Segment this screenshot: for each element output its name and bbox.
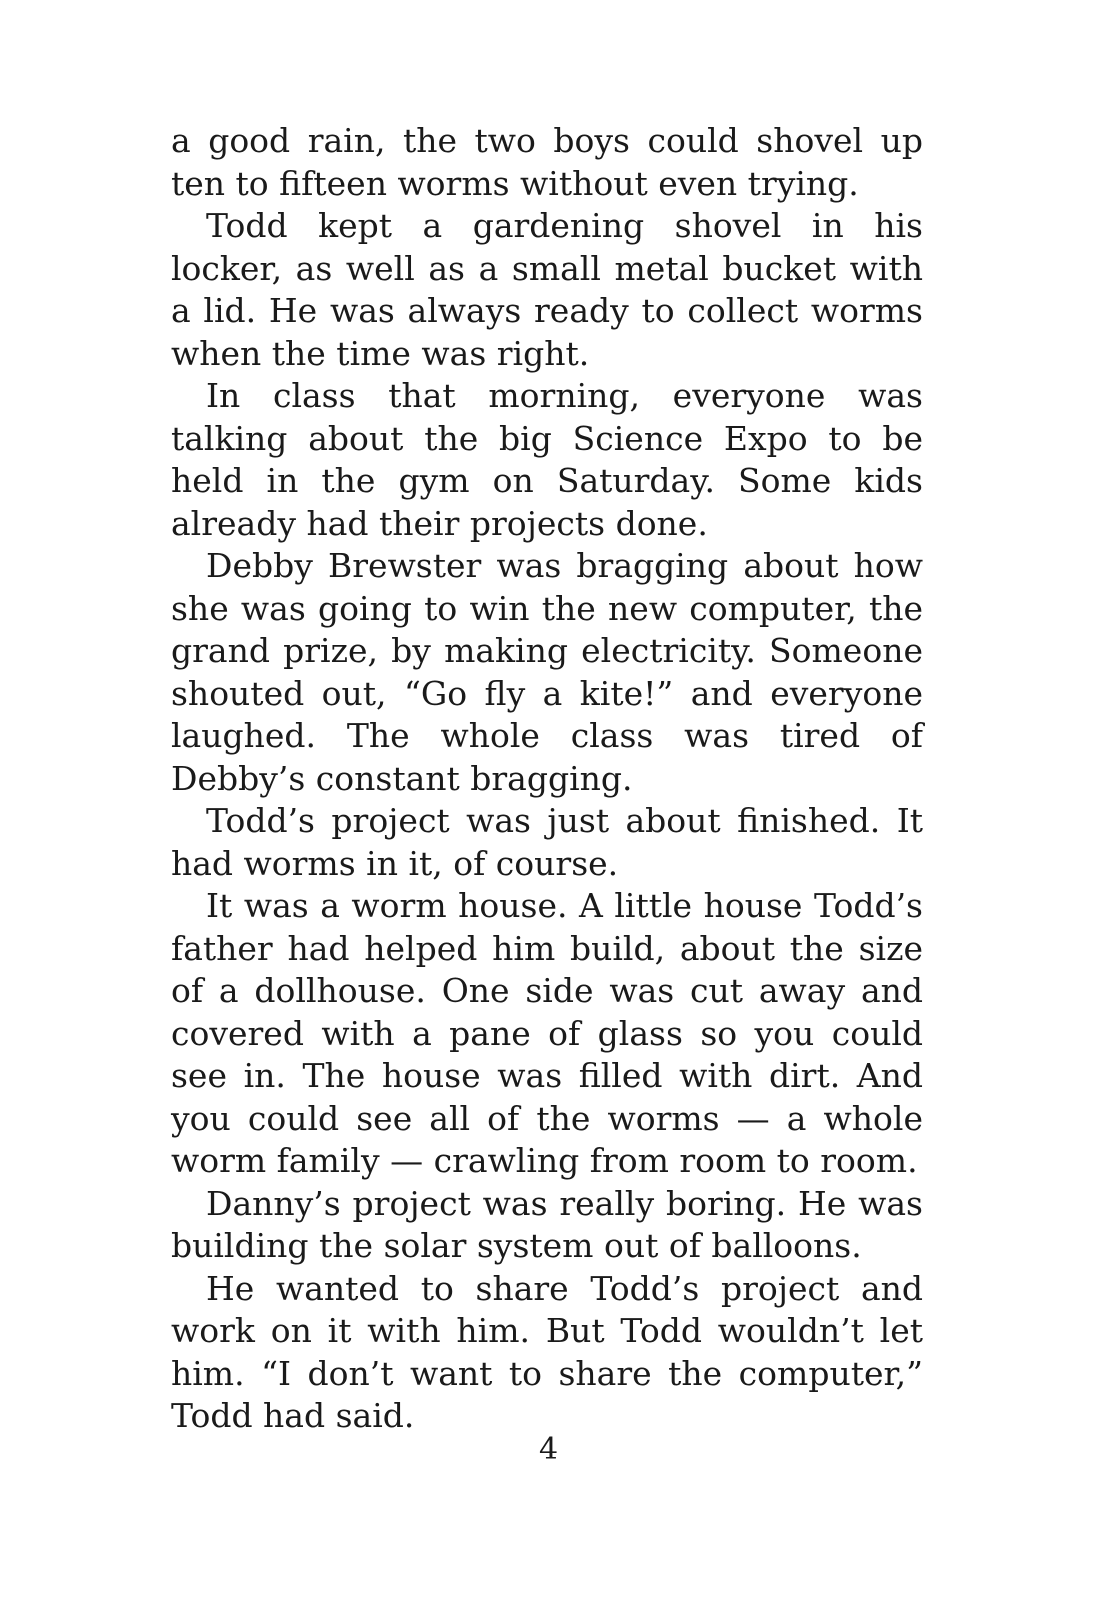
paragraph-continued: a good rain, the two boys could shovel up ten to fifteen worms without even trying. — [171, 121, 923, 203]
paragraph-share-computer: He wanted to share Todd’s project and work on it with him. But Todd wouldn’t let him. “I don’t want to share the computer,” Todd had said. — [171, 1268, 923, 1435]
body-text — [171, 120, 923, 1438]
paragraph-worm-house: It was a worm house. A little house Todd’s father had helped him build, about the size of a dollhouse. One side was cut away and covered with a pane of glass so you could see in. The house was filled with dirt. And you could see all of the worms — a whole worm family — crawling from room to room. — [171, 886, 923, 1180]
paragraph-todd-project: Todd’s project was just about finished. It had worms in it, of course. — [171, 801, 923, 883]
paragraph-danny-project: Danny’s project was really boring. He was building the solar system out of balloons. — [171, 1183, 923, 1265]
paragraph-debby-brewster: Debby Brewster was bragging about how she was going to win the new computer, the grand prize, by making electricity. Someone shouted out, “Go fly a kite!” and everyone laughed. The whole class was tired of Debby’s constant bragging. — [171, 546, 923, 798]
paragraph-todd-shovel: Todd kept a gardening shovel in his locker, as well as a small metal bucket with a lid. He was always ready to collect worms when the time was right. — [171, 206, 923, 373]
paragraph-science-expo: In class that morning, everyone was talking about the big Science Expo to be held in the gym on Saturday. Some kids already had their projects done. — [171, 376, 923, 543]
page-number: 4 — [538, 1432, 559, 1467]
